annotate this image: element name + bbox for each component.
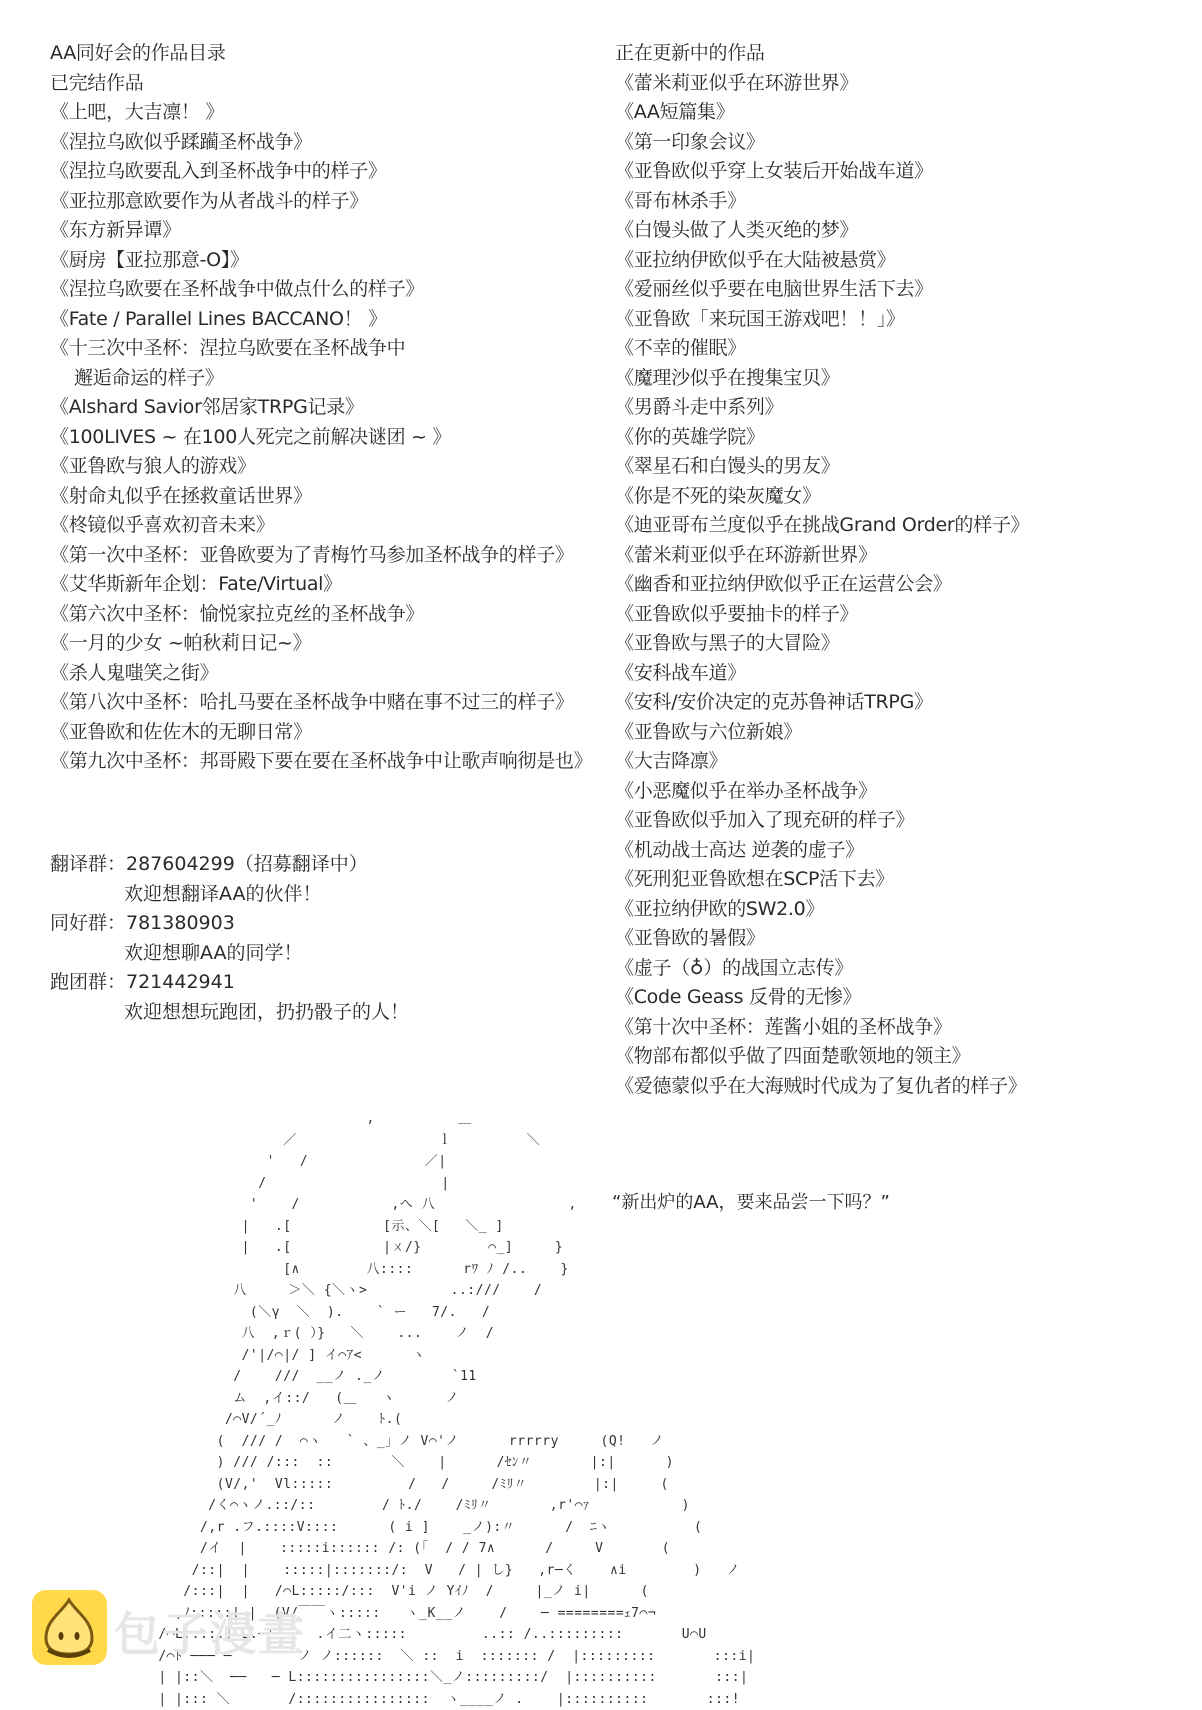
work-title: 《幽香和亚拉纳伊欧似乎正在运营公会》 [615, 570, 1029, 600]
work-title: 《第一印象会议》 [615, 128, 1029, 158]
watermark-text: 包子漫畫 [114, 1598, 306, 1664]
work-title: 《迪亚哥布兰度似乎在挑战Grand Order的样子》 [615, 511, 1029, 541]
ascii-art-line: / | [150, 1173, 755, 1195]
work-title: 《蕾米莉亚似乎在环游新世界》 [615, 541, 1029, 571]
work-title: 《亚拉那意欧要作为从者战斗的样子》 [50, 187, 592, 217]
ascii-art-line: /:::| | /⌒L:::::/::: V'i ノ Yｲﾉ / |_ノ i| ( [150, 1581, 755, 1603]
ascii-art-line: | |::＼ ── ─ L::::::::::::::::＼_ノ:::::::::/ |:::::::::: :::| [150, 1667, 755, 1689]
work-title: 《射命丸似乎在拯救童话世界》 [50, 482, 592, 512]
work-title: 《亚鲁欧与六位新娘》 [615, 718, 1029, 748]
work-title: 《第十次中圣杯：莲酱小姐的圣杯战争》 [615, 1013, 1029, 1043]
work-title: 《爱德蒙似乎在大海贼时代成为了复仇者的样子》 [615, 1072, 1029, 1102]
work-title: 《蕾米莉亚似乎在环游世界》 [615, 69, 1029, 99]
translate-group-note: 欢迎想翻译AA的伙伴！ [50, 880, 409, 910]
work-title: 《亚鲁欧似乎穿上女装后开始战车道》 [615, 157, 1029, 187]
work-title: 《第八次中圣杯：哈扎马要在圣杯战争中赌在事不过三的样子》 [50, 688, 592, 718]
work-title: 《艾华斯新年企划：Fate/Virtual》 [50, 570, 592, 600]
ascii-art-line: ) /// /::: :: ＼ | /ｾﾝ〃 |:| ) [150, 1452, 755, 1474]
ascii-art-line: /,r .フ.::::V:::: ( i ] _ノ):〃 / ﾆヽ ( [150, 1517, 755, 1539]
ascii-art-line: ' / ／| [150, 1151, 755, 1173]
ascii-art-line: 八 ＞＼ {＼ヽ> ..:/// / [150, 1280, 755, 1302]
completed-works-column [50, 39, 592, 777]
work-title: 《涅拉乌欧要乱入到圣杯战争中的样子》 [50, 157, 592, 187]
ascii-art-line: , ＿ [150, 1108, 755, 1130]
ascii-art-line: [∧ 八:::: rﾜ ﾉ /.. } [150, 1259, 755, 1281]
ascii-art-line: /⌒ﾄ ─── ─ ノ ノ:::::: ＼ :: i ::::::: / |::::::::: :::i| [150, 1646, 755, 1668]
ascii-art-line: ( /// / ⌒ヽ ` 、_」ノ V⌒'ノ rrrrry (Q! ノ [150, 1431, 755, 1453]
run-group-note: 欢迎想想玩跑团，扔扔骰子的人！ [50, 998, 409, 1028]
watermark-logo-icon [32, 1590, 107, 1665]
group-info [50, 850, 409, 1027]
work-title: 《不幸的催眠》 [615, 334, 1029, 364]
speech-text: “新出炉的AA，要来品尝一下吗？” [612, 1188, 890, 1214]
work-title: 邂逅命运的样子》 [50, 364, 592, 394]
catalog-title: AA同好会的作品目录 [50, 39, 592, 69]
work-title: 《亚鲁欧「来玩国王游戏吧！！」》 [615, 305, 1029, 335]
ascii-art-line: | .[ [示、＼[ ＼_ ] [150, 1216, 755, 1238]
fan-group: 同好群：781380903 [50, 909, 409, 939]
work-title: 《哥布林杀手》 [615, 187, 1029, 217]
ascii-art-line: | .[ |ㄨ/} ⌒_] } [150, 1237, 755, 1259]
work-title: 《上吧，大吉凛！ 》 [50, 98, 592, 128]
work-title: 《东方新异谭》 [50, 216, 592, 246]
work-title: 《涅拉乌欧似乎蹂躏圣杯战争》 [50, 128, 592, 158]
ascii-art-line: / /// __ノ ._ノ `11 [150, 1366, 755, 1388]
work-title: 《安科战车道》 [615, 659, 1029, 689]
work-title: 《一月的少女 ~帕秋莉日记~》 [50, 629, 592, 659]
fan-group-note: 欢迎想聊AA的同学！ [50, 939, 409, 969]
translate-group: 翻译群：287604299（招募翻译中） [50, 850, 409, 880]
ascii-art-line: ,ﾉ:::::| | (V/￣￣ヽ::::: ヽ_K__ノ / ─ ========ｪ7⌒¬ [150, 1603, 755, 1625]
work-title: 《亚拉纳伊欧似乎在大陆被悬赏》 [615, 246, 1029, 276]
work-title: 《大吉降凛》 [615, 747, 1029, 777]
work-title: 《柊镜似乎喜欢初音未来》 [50, 511, 592, 541]
work-title: 《亚鲁欧和佐佐木的无聊日常》 [50, 718, 592, 748]
ascii-art-line: /イ | :::::i:::::: /: (「 / / 7∧ / V ( [150, 1538, 755, 1560]
ongoing-works-column [615, 39, 1029, 1101]
work-title: 《十三次中圣杯：涅拉乌欧要在圣杯战争中 [50, 334, 592, 364]
ongoing-heading: 正在更新中的作品 [615, 39, 1029, 69]
work-title: 《爱丽丝似乎要在电脑世界生活下去》 [615, 275, 1029, 305]
work-title: 《你是不死的染灰魔女》 [615, 482, 1029, 512]
work-title: 《第六次中圣杯：愉悦家拉克丝的圣杯战争》 [50, 600, 592, 630]
work-title: 《物部布都似乎做了四面楚歌领地的领主》 [615, 1042, 1029, 1072]
ascii-art-line: | |::: ＼ /:::::::::::::::: ヽ____ノ . |:::::::::: :::! [150, 1689, 755, 1710]
ascii-art-line: ' / ,へ 八 , [150, 1194, 755, 1216]
ongoing-list [615, 69, 1029, 1102]
ascii-art-line: ム ,イ::/ (＿ ヽ ノ [150, 1388, 755, 1410]
work-title: 《亚拉纳伊欧的SW2.0》 [615, 895, 1029, 925]
ascii-art-line: (V/,' Vl::::: / / /ﾐﾘ〃 |:| ( [150, 1474, 755, 1496]
work-title: 《白馒头做了人类灭绝的梦》 [615, 216, 1029, 246]
work-title: 《死刑犯亚鲁欧想在SCP活下去》 [615, 865, 1029, 895]
work-title: 《第九次中圣杯：邦哥殿下要在要在圣杯战争中让歌声响彻是也》 [50, 747, 592, 777]
ascii-art-line: 八 ,ｒ( ）} ＼ ... ノ / [150, 1323, 755, 1345]
work-title: 《厨房【亚拉那意-O】》 [50, 246, 592, 276]
work-title: 《亚鲁欧似乎要抽卡的样子》 [615, 600, 1029, 630]
work-title: 《涅拉乌欧要在圣杯战争中做点什么的样子》 [50, 275, 592, 305]
run-group: 跑团群：721442941 [50, 968, 409, 998]
work-title: 《亚鲁欧的暑假》 [615, 924, 1029, 954]
ascii-art-line: /⌒V/´_ﾉ ノ ﾄ.( [150, 1409, 755, 1431]
work-title: 《你的英雄学院》 [615, 423, 1029, 453]
work-title: 《Alshard Savior邻居家TRPG记录》 [50, 393, 592, 423]
work-title: 《AA短篇集》 [615, 98, 1029, 128]
work-title: 《机动战士高达 逆袭的虚子》 [615, 836, 1029, 866]
work-title: 《第一次中圣杯：亚鲁欧要为了青梅竹马参加圣杯战争的样子》 [50, 541, 592, 571]
work-title: 《男爵斗走中系列》 [615, 393, 1029, 423]
ascii-art-line: ／ ｌ ＼ [150, 1130, 755, 1152]
work-title: 《小恶魔似乎在举办圣杯战争》 [615, 777, 1029, 807]
work-title: 《虚子（♁）的战国立志传》 [615, 954, 1029, 984]
work-title: 《亚鲁欧与黑子的大冒险》 [615, 629, 1029, 659]
work-title: 《100LIVES ~ 在100人死完之前解决谜团 ~ 》 [50, 423, 592, 453]
work-title: 《安科/安价决定的克苏鲁神话TRPG》 [615, 688, 1029, 718]
work-title: 《Code Geass 反骨的无惨》 [615, 983, 1029, 1013]
completed-list [50, 98, 592, 777]
work-title: 《亚鲁欧似乎加入了现充研的样子》 [615, 806, 1029, 836]
ascii-art-line: /く⌒ヽノ.::/:: / ﾄ./ /ﾐﾘ〃 ,r'⌒ｧ ) [150, 1495, 755, 1517]
work-title: 《魔理沙似乎在搜集宝贝》 [615, 364, 1029, 394]
work-title: 《亚鲁欧与狼人的游戏》 [50, 452, 592, 482]
ascii-art-line: /'|/⌒|/ ] イ⌒ｱ< ヽ [150, 1345, 755, 1367]
completed-heading: 已完结作品 [50, 69, 592, 99]
ascii-art-line: /⌒L:::::| L.─' .イ二ヽ::::: ..:: /..::::::::: U⌒U [150, 1624, 755, 1646]
ascii-art-line: /::| | :::::|:::::::/: V / | し} ,r─く ∧i ) ノ [150, 1560, 755, 1582]
work-title: 《翠星石和白馒头的男友》 [615, 452, 1029, 482]
work-title: 《杀人鬼嗤笑之街》 [50, 659, 592, 689]
ascii-art-line: (＼γ ＼ ). ` ー 7/. / [150, 1302, 755, 1324]
work-title: 《Fate / Parallel Lines BACCANO！ 》 [50, 305, 592, 335]
